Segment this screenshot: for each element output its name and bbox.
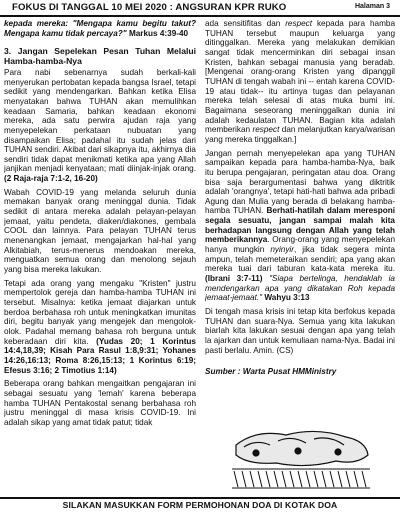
paragraph-1-reference: (2 Raja-raja 7:1-2, 16-20) (4, 174, 98, 184)
paragraph-3-references: (Yudas 20; 1 Korintus 14:4,18,39; Kisah Para Rasul 1:8,9:31; Yohanes 14:26,16:13; Roma 8:26,15:13; 1 Korintus 6:19; Efesus 3:16; 2 Timotius 1:14) (4, 336, 196, 375)
source-credit: Sumber : Warta Pusat HMMinistry (205, 367, 337, 377)
paragraph-6-text: Jangan pernah menyepelekan apa yang TUHAN sampaikan kepada para hamba-hamba-Nya, baik itu berupa pengajaran, peringatan atau doa. Orang bisa saja berargumentasi bahwa yang diktritik adalah 'orangnya', tetapi hati-hati bahwa ada pribadi Agung dan Mulia yang berada di belakang hamba-hamba TUHAN. (205, 148, 395, 216)
quote-text: kepada mereka: "Mengapa kamu begitu takut? Mengapa kamu tidak percaya?" (4, 19, 196, 38)
paragraph-4: Beberapa orang bahkan mengaitkan pengajaran ini sebagai sesuatu yang 'lemah' karena beberapa hamba TUHAN Pentakostal senang berbahasa roh justru meninggal di masa krisis COVID-19. Ini adalah sikap yang amat tidak patut; tidak (4, 379, 196, 427)
paragraph-5 (205, 19, 395, 145)
paragraph-1-text: Para nabi sebenarnya sudah berkali-kali menyerukan pertobatan kepada bangsa Israel, tetapi sedikit yang mendengarkan. Bahkan ketika Elisa menyatakan bahwa TUHAN akan memulihkan keadaan Samaria, bahkan keadaan ekonomi mereka, ada satu perwira ajudan raja yang menyepelekan perkataan nubuatan yang disampaikan Elisa; padahal itu sudah jelas dari TUHAN sendiri. Akibat dari sikapnya itu, akhirnya dia sendiri tidak dapat menikmati ketika apa yang Allah janjikan menjadi kenyataan; mati diinjak-injak orang. (4, 67, 196, 174)
page-header (0, 0, 400, 15)
paragraph-5-text-a: ada sensitifitas dan (205, 19, 286, 28)
paragraph-1 (4, 68, 196, 184)
paragraph-3 (4, 279, 196, 376)
paragraph-3-text: Tetapi ada orang yang mengaku "Kristen" justru mempertolok gereja dan hamba-hamba TUHAN ini tersebut. Misalnya: ketika jemaat diajarkan untuk berdoa berbahasa roh untuk meningkatkan imunitas diri, begitu banyak yang mengejek dan mengolok-olok. Padahal memang bahasa roh berguna untuk keberadaan diri kita. (4, 278, 196, 346)
paragraph-5-text-e: dan melanjutkan karya/warisan yang mereka tinggalkan.] (205, 125, 395, 144)
paragraph-6-text-3: , jika tidak segera minta ampun, telah memeteraikan sendiri; apa yang akan mereka tuai dari taburan kata-kata mereka itu. (205, 245, 395, 274)
scripture-quote (4, 19, 196, 38)
paragraph-7: Di tengah masa krisis ini tetap kita berfokus kepada TUHAN dan suara-Nya. Semua yang kita lakukan biarlah kita lakukan sesuai dengan apa yang telah la ajarkan dan untuk kemuliaan nama-Nya. Badai ini pasti berlalu. Amin. (CS) (205, 307, 395, 355)
left-column (4, 19, 196, 432)
paragraph-6-reference-2: Wahyu 3:13 (264, 293, 310, 303)
footer-rule (0, 497, 400, 499)
paragraph-6-reference: (Ibrani 3:7-11) (205, 274, 263, 284)
page-number: Halaman 3 (354, 3, 390, 10)
quote-reference: Markus 4:39-40 (128, 28, 189, 38)
respect-word: respect (285, 19, 313, 28)
paragraph-6-text-2: . Orang-orang yang menyepelekan hanya mungkin (205, 235, 395, 255)
paragraph-6-bold: Berhati-hatilah dalam meresponi segala sesuatu, jangan sampai malah kita berhadapan langsung dengan Allah yang telah memberikannya (205, 206, 395, 245)
respect-word-2: respect (252, 125, 280, 135)
right-column (205, 19, 395, 377)
footer-banner: SILAKAN MASUKKAN FORM PERMOHONAN DOA DI KOTAK DOA (62, 500, 338, 510)
header-rule (0, 15, 400, 17)
newsletter-title: FOKUS DI TANGGAL 10 MEI 2020 : ANGSURAN KPR RUKO (12, 2, 287, 13)
paragraph-6 (205, 149, 395, 304)
section-heading: 3. Jangan Sepelekan Pesan Tuhan Melalui Hamba-hamba-Nya (4, 46, 196, 67)
paragraph-6-quote: "Siapa bertelinga, hendaklah ia mendengarkan apa yang dikatakan Roh kepada jemaat-jemaat." (205, 274, 395, 303)
clipart-illustration (226, 425, 376, 491)
nyinyir-word: nyinyir (270, 245, 294, 255)
paragraph-5-text-c: kepada para hamba TUHAN tersebut maupun keluarga yang ditinggalkan. Mereka yang melakukan demikian sangat tidak mencerminkan diri sebagai insan Kristen, bahkan sebagai manusia yang beradab. [Mengenai orang-orang Kristen yang dipanggil TUHAN di tengah wabah ini -- entah karena COVID-19 atau tidak-- itu artinya tugas dan pelayanan mereka telah selesai di atas muka bumi ini. Bagaimana seseorang meninggalkan dunia ini adalah kedaulatan TUHAN. Bagian kita adalah memberikan (205, 19, 395, 135)
paragraph-2: Wabah COVID-19 yang melanda seluruh dunia memakan banyak orang meninggal dunia. Tidak sedikit di antara mereka adalah pelayan-pelayan jemaat, yaitu pendeta, diaken/diakones, gembala COOL dan lainnya. Para pelayan TUHAN terus menenangkan jemaat, mengajarkan hal-hal yang Alkitabiah, terus-menerus mendoakan mereka, menguatkan semua orang dan menolong sejauh yang bisa mereka lakukan. (4, 187, 196, 275)
